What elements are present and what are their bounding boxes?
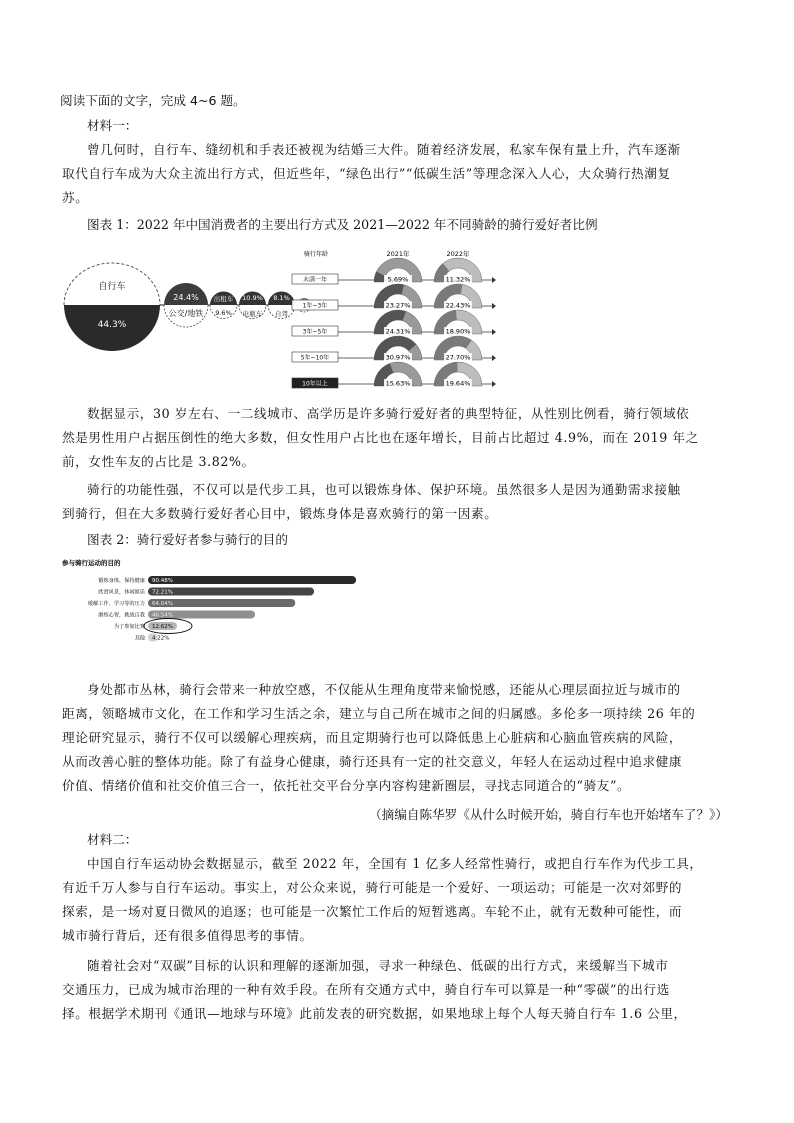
- paragraph-line: 到骑行，但在大多数骑行爱好者心目中，锻炼身体是喜欢骑行的第一因素。: [62, 506, 498, 521]
- chart-1-caption: 图表 1：2022 年中国消费者的主要出行方式及 2021—2022 年不同骑龄的骑行爱好者比例: [87, 217, 598, 232]
- paragraph-line: 取代自行车成为大众主流出行方式，但近些年，“绿色出行”“低碳生活”等理念深入人心，大众骑行热潮复: [62, 166, 671, 181]
- age-category-label: 1年~3年: [302, 302, 328, 310]
- age-category-label: 3年~5年: [302, 328, 328, 336]
- riding-age-chart: [286, 246, 496, 394]
- paragraph-line: 中国自行车运动协会数据显示，截至 2022 年，全国有 1 亿多人经常性骑行，或把自行车作为代步工具，: [87, 856, 703, 871]
- paragraph-3: [62, 478, 732, 526]
- mode-value-label: 10.9%: [242, 294, 263, 302]
- age-value-label: 19.64%: [445, 379, 471, 388]
- age-category-label: 5年~10年: [300, 354, 330, 362]
- paragraph-line: 探索，是一场对夏日微风的追逐；也可能是一次繁忙工作后的短暂逃离。车轮不止，就有无数种可能性，而: [62, 904, 683, 919]
- age-row-arrow: [492, 381, 496, 387]
- age-row-arrow: [492, 329, 496, 335]
- purpose-value-label: 4.22%: [152, 635, 170, 642]
- purpose-value-label: 12.62%: [152, 624, 173, 630]
- age-value-label: 18.90%: [445, 327, 471, 336]
- paragraph-line: 随着社会对“双碳”目标的认识和理解的逐渐加强，寻求一种绿色、低碳的出行方式，来缓解当下城市: [87, 958, 669, 973]
- purpose-category-label: 缓解工作、学习等的压力: [87, 601, 145, 607]
- age-header-label: 骑行年龄: [303, 251, 329, 258]
- mode-value-label: 24.4%: [173, 293, 199, 302]
- purpose-chart-title: 参与骑行运动的目的: [62, 559, 121, 567]
- age-header-2021: 2021年: [386, 250, 410, 258]
- age-value-label: 5.69%: [387, 275, 409, 284]
- paragraph-line: 身处都市丛林，骑行会带来一种放空感，不仅能从生理角度带来愉悦感，还能从心理层面拉近与城市的: [87, 682, 681, 697]
- mode-category-label: 出租车: [213, 295, 234, 303]
- age-value-label: 27.70%: [445, 353, 471, 362]
- paragraph-line: 然是男性用户占据压倒性的绝大多数，但女性用户占比也在逐年增长，目前占比超过 4.9%，而在 2019 年之: [62, 430, 699, 445]
- paragraph-6: [62, 954, 732, 1026]
- purpose-value-label: 90.48%: [152, 578, 173, 584]
- purpose-category-label: 欣赏风景，休闲娱乐: [98, 589, 145, 596]
- paragraph-line: 骑行的功能性强，不仅可以是代步工具，也可以锻炼身体、保护环境。虽然很多人是因为通勤需求接触: [87, 482, 681, 497]
- chart-2-caption: 图表 2：骑行爱好者参与骑行的目的: [87, 532, 288, 547]
- purpose-value-label: 64.04%: [152, 601, 173, 607]
- paragraph-line: 曾几何时，自行车、缝纫机和手表还被视为结婚三大件。随着经济发展，私家车保有量上升，汽车逐渐: [87, 142, 681, 157]
- paragraph-line: 价值、情绪价值和社交价值三合一，依托社交平台分享内容构建新圈层，寻找志同道合的“骑友”。: [62, 778, 631, 793]
- mode-value-label: 8.1%: [273, 294, 290, 302]
- paragraph-line: 前，女性车友的占比是 3.82%。: [62, 454, 255, 469]
- age-value-label: 24.31%: [385, 327, 411, 336]
- purpose-category-label: 为了参加比赛: [113, 624, 145, 630]
- paragraph-line: 从而改善心脏的整体功能。除了有益身心健康，骑行还具有一定的社交意义，年轻人在运动过程中追求健康: [62, 754, 683, 769]
- purpose-value-label: 46.54%: [152, 612, 173, 619]
- age-category-label: 未满一年: [302, 276, 328, 284]
- purpose-category-label: 锻炼身体，保持健康: [98, 578, 145, 584]
- paragraph-line: 苏。: [62, 190, 89, 205]
- paragraph-line: 理论研究显示，骑行不仅可以缓解心理疾病，而且定期骑行也可以降低患上心脏病和心脑血管疾病的风险，: [62, 730, 683, 745]
- mode-category-label: 自行车: [98, 282, 126, 292]
- purpose-value-label: 72.21%: [152, 589, 173, 596]
- age-row-arrow: [492, 277, 496, 283]
- mode-category-label: 电瓶车: [242, 310, 263, 318]
- source-citation: （摘编自陈华罗《从什么时候开始，骑自行车也开始堵车了？》）: [369, 807, 728, 822]
- purpose-category-label: 磨练心智，挑战自我: [98, 612, 145, 619]
- mode-category-label: 自驾: [275, 310, 288, 318]
- age-row-arrow: [492, 303, 496, 309]
- paragraph-2: [62, 402, 732, 474]
- mode-value-label: 44.3%: [97, 320, 127, 330]
- mode-value-label: 9.6%: [215, 309, 232, 317]
- question-instruction: 阅读下面的文字，完成 4~6 题。: [60, 93, 246, 108]
- travel-mode-chart: [62, 250, 290, 360]
- material-two-label: 材料二：: [87, 832, 138, 847]
- purpose-chart: [60, 556, 360, 668]
- paragraph-line: 城市骑行背后，还有很多值得思考的事情。: [62, 928, 313, 943]
- age-value-label: 30.97%: [385, 353, 411, 362]
- age-row-arrow: [492, 355, 496, 361]
- paragraph-line: 择。根据学术期刊《通讯—地球与环境》此前发表的研究数据，如果地球上每个人每天骑自行车 1.6 公里，: [62, 1006, 687, 1021]
- mode-category-label: 公交/地铁: [168, 309, 204, 318]
- age-header-2022: 2022年: [446, 250, 470, 258]
- age-value-label: 22.43%: [445, 301, 471, 310]
- paragraph-line: 交通压力，已成为城市治理的一种有效手段。在所有交通方式中，骑自行车可以算是一种“零碳”的出行选: [62, 982, 670, 997]
- paragraph-1: [62, 138, 732, 210]
- age-category-label: 10年以上: [302, 380, 328, 388]
- material-one-label: 材料一：: [87, 118, 138, 133]
- purpose-category-label: 其他: [134, 635, 145, 642]
- age-value-label: 23.27%: [385, 301, 411, 310]
- paragraph-line: 有近千万人参与自行车运动。事实上，对公众来说，骑行可能是一个爱好、一项运动；可能是一次对郊野的: [62, 880, 683, 895]
- age-value-label: 15.63%: [385, 379, 411, 388]
- purpose-bar: [148, 576, 356, 584]
- paragraph-5: [62, 852, 732, 948]
- paragraph-line: 距离，领略城市文化，在工作和学习生活之余，建立与自己所在城市之间的归属感。多伦多一项持续 26 年的: [62, 706, 696, 721]
- age-value-label: 11.32%: [445, 275, 471, 284]
- paragraph-4: [62, 678, 732, 798]
- paragraph-line: 数据显示，30 岁左右、一二线城市、高学历是许多骑行爱好者的典型特征，从性别比例看，骑行领域依: [87, 406, 690, 421]
